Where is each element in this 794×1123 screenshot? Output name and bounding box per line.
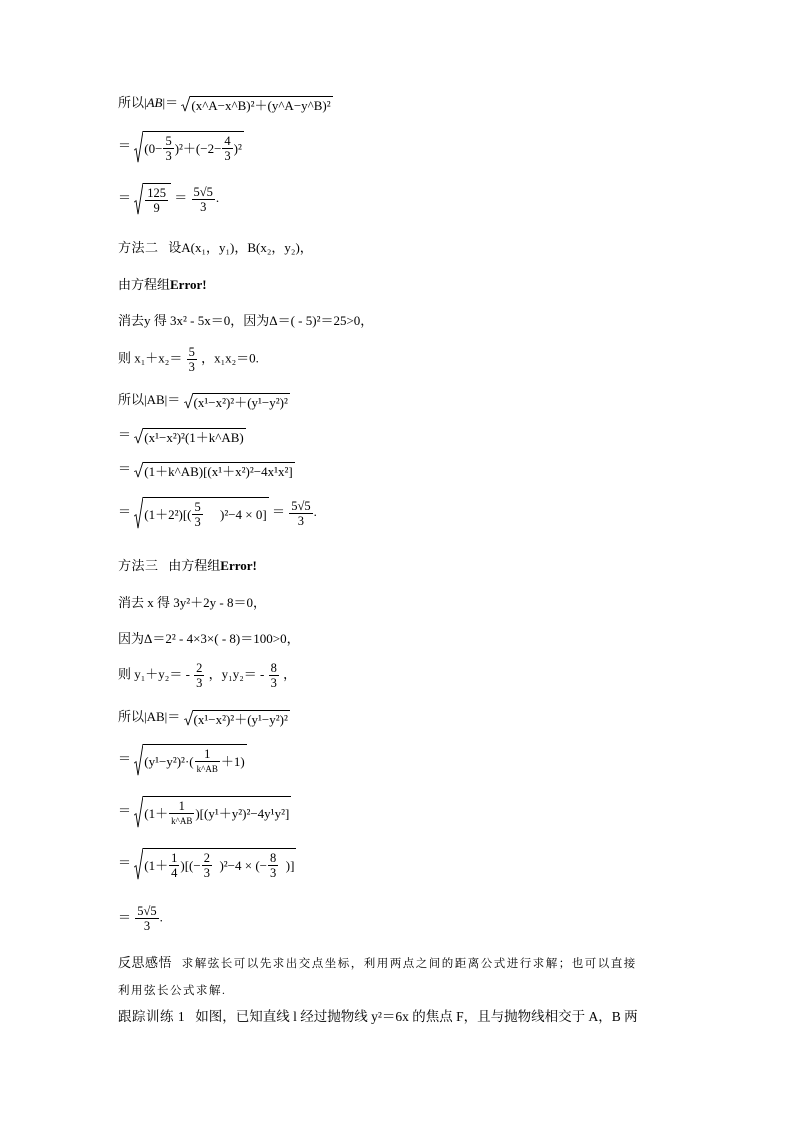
fraction <box>202 851 212 880</box>
vieta-y-line <box>118 661 296 690</box>
text: ， <box>283 666 297 682</box>
denominator: 3 <box>270 866 277 880</box>
numerator: 2 <box>196 661 203 675</box>
denominator: 4 <box>171 866 178 880</box>
text: )²＋(−2− <box>174 141 222 156</box>
denominator: 3 <box>194 515 201 529</box>
text: 所以| <box>118 95 147 110</box>
text: )[(− <box>180 858 201 873</box>
denominator: 3 <box>203 866 210 880</box>
sqrt <box>184 393 290 409</box>
training-label: 跟踪训练 1 <box>118 1009 186 1024</box>
text: 因为Δ＝2² - 4×3×( - 8)＝100>0， <box>118 631 300 646</box>
sqrt <box>134 848 296 880</box>
text: . <box>215 189 220 205</box>
text: 消去y 得 3x² - 5x＝0，因为Δ＝( - 5)²＝25>0， <box>118 313 374 328</box>
numerator: 5√5 <box>193 184 213 199</box>
text: (y¹−y²)²·( <box>144 754 194 769</box>
method-label: 方法三 <box>118 558 159 573</box>
text: 由方程组 <box>168 558 221 573</box>
eq-line-19 <box>118 848 296 880</box>
radicand: (x¹−x²)²(1＋k^AB) <box>144 430 244 446</box>
text: ＝ <box>118 137 132 153</box>
sqrt <box>184 710 290 726</box>
denominator: 3 <box>200 199 207 214</box>
text: ＝ <box>271 503 285 519</box>
sqrt <box>134 497 268 529</box>
text: 由方程组 <box>118 277 171 292</box>
denominator: k^AB <box>171 816 193 826</box>
text: (1＋ <box>144 806 169 821</box>
text: 利用弦长公式求解. <box>118 985 227 997</box>
numerator: 1 <box>171 851 178 865</box>
numerator: 5√5 <box>137 904 157 918</box>
method-two-line <box>118 241 313 254</box>
denominator: 3 <box>270 676 277 690</box>
eq-line-17 <box>118 744 247 776</box>
numerator: 5 <box>188 345 195 359</box>
sqrt <box>134 796 291 828</box>
text: ＝ <box>118 750 132 766</box>
eq-line-10 <box>118 462 295 478</box>
text: ＝ <box>174 189 188 205</box>
denominator: 3 <box>165 149 172 163</box>
text: (0− <box>144 141 163 156</box>
text: )² <box>233 141 242 156</box>
eq-line-1 <box>118 96 333 112</box>
eq-line-8 <box>118 393 290 409</box>
text: ＋1) <box>220 754 245 769</box>
method-label: 方法二 <box>118 240 159 255</box>
text: AB <box>146 95 163 110</box>
denominator: 9 <box>153 201 160 215</box>
denominator: 3 <box>143 919 151 933</box>
text: )²−4 × 0] <box>219 507 267 522</box>
fraction <box>195 747 220 776</box>
fraction <box>222 134 232 163</box>
eq-line-11 <box>118 497 317 529</box>
radicand: (x¹−x²)²＋(y¹−y²)² <box>193 395 288 411</box>
numerator: 8 <box>270 661 277 675</box>
text: 求解弦长可以先求出交点坐标，利用两点之间的距离公式进行求解；也可以直接 <box>181 958 637 970</box>
fraction <box>169 799 194 828</box>
radicand: (1＋k^AB)[(x¹＋x²)²−4x¹x²] <box>144 464 293 480</box>
denominator: 3 <box>224 149 231 163</box>
text: . <box>313 503 317 519</box>
text: ＝ <box>118 909 132 925</box>
fraction <box>269 661 279 690</box>
eq-line-18 <box>118 796 291 828</box>
numerator: 4 <box>224 134 231 148</box>
eq-line-2 <box>118 131 244 163</box>
fraction <box>192 500 202 529</box>
radicand: (x¹−x²)²＋(y¹−y²)² <box>193 712 288 728</box>
text: 消去 x 得 3y²＋2y - 8＝0， <box>118 595 266 610</box>
eq-line-3 <box>118 183 219 215</box>
eq-line-16 <box>118 710 290 726</box>
reflection-label: 反思感悟 <box>118 955 173 970</box>
numerator: 2 <box>203 851 210 865</box>
text: )²−4 × (− <box>219 858 267 873</box>
sqrt <box>181 96 332 112</box>
text: ＝ <box>118 189 132 205</box>
radicand: (x^A−x^B)²＋(y^A−y^B)² <box>191 98 331 114</box>
denominator: 3 <box>297 513 305 528</box>
fraction <box>145 186 168 215</box>
numerator: 5√5 <box>291 498 311 513</box>
text: ＝ <box>118 802 132 818</box>
sqrt <box>134 183 171 215</box>
denominator: k^AB <box>196 764 218 774</box>
text: 则 y₁＋y₂＝ - <box>118 666 190 682</box>
fraction <box>194 661 204 690</box>
text: 所以|AB|＝ <box>118 392 181 407</box>
eliminate-x-line <box>118 596 266 609</box>
fraction <box>163 134 173 163</box>
text: 则 x₁＋x₂＝ <box>118 350 183 366</box>
text: (1＋ <box>144 858 169 873</box>
sqrt <box>134 744 246 776</box>
system-line <box>118 278 207 291</box>
eq-line-20 <box>118 904 163 933</box>
fraction <box>135 904 158 933</box>
text: ，y₁y₂＝ - <box>208 666 265 682</box>
text: ＝ <box>118 461 132 476</box>
text: ＝ <box>118 503 132 519</box>
text: 如图，已知直线 l 经过抛物线 y²＝6x 的焦点 F，且与抛物线相交于 A，B 两 <box>195 1009 638 1024</box>
numerator: 5 <box>194 500 201 514</box>
text: |＝ <box>162 95 179 110</box>
fraction <box>289 499 312 528</box>
fraction <box>169 851 179 880</box>
sqrt <box>134 462 294 478</box>
text: . <box>159 909 163 925</box>
text: ＝ <box>118 427 132 442</box>
text: )[(y¹＋y²)²−4y¹y²] <box>195 806 290 821</box>
method-three-line <box>118 559 257 572</box>
sqrt <box>134 428 246 444</box>
text: 设A(x₁，y₁)，B(x₂，y₂)， <box>168 240 313 255</box>
numerator: 1 <box>195 747 220 762</box>
reflection-line-2 <box>118 983 226 998</box>
sqrt <box>134 131 244 163</box>
denominator: 3 <box>196 676 203 690</box>
discriminant-line <box>118 632 300 645</box>
vieta-line <box>118 345 259 374</box>
text: ＝ <box>118 854 132 870</box>
eliminate-line <box>118 314 373 327</box>
denominator: 3 <box>188 360 195 374</box>
numerator: 1 <box>169 799 194 814</box>
eq-line-9 <box>118 428 246 444</box>
reflection-line-1 <box>118 956 637 971</box>
numerator: 8 <box>270 851 277 865</box>
error-marker: Error! <box>170 277 207 292</box>
numerator: 5 <box>165 134 172 148</box>
text: )] <box>285 858 295 873</box>
text: ，x₁x₂＝0. <box>201 350 259 366</box>
fraction <box>268 851 278 880</box>
text: (1＋2²)[( <box>144 507 192 522</box>
training-line <box>118 1010 638 1024</box>
text: 所以|AB|＝ <box>118 709 181 724</box>
error-marker: Error! <box>220 558 257 573</box>
fraction <box>192 185 215 214</box>
fraction <box>187 345 197 374</box>
numerator: 125 <box>147 186 167 200</box>
